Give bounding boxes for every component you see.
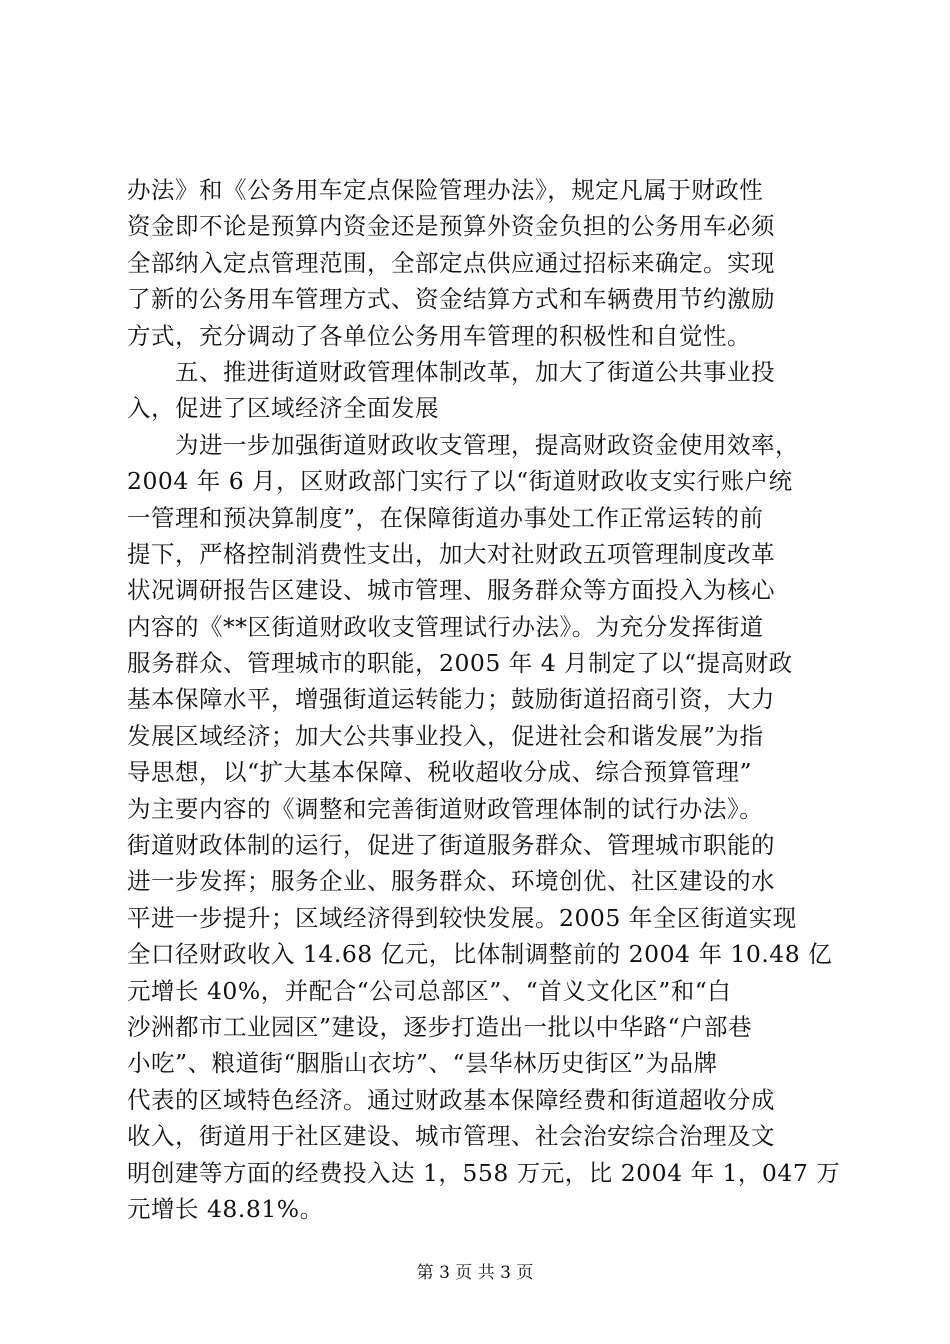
page-number-footer: 第 3 页 共 3 页 [416, 1263, 534, 1283]
text-line: 办法》和《公务用车定点保险管理办法》，规定凡属于财政性 [127, 176, 764, 204]
text-line: 方式，充分调动了各单位公务用车管理的积极性和自觉性。 [127, 321, 751, 350]
text-line: 2004 年 6 月，区财政部门实行了以“街道财政收支实行账户统 [127, 467, 793, 496]
text-line: 导思想，以“扩大基本保障、税收超收分成、综合预算管理” [127, 758, 753, 787]
text-line: 元增长 48.81%。 [127, 1194, 324, 1223]
text-line: 基本保障水平，增强街道运转能力；鼓励街道招商引资，大力 [127, 685, 775, 714]
text-line: 全口径财政收入 14.68 亿元，比体制调整前的 2004 年 10.48 亿 [127, 940, 833, 969]
text-line: 一管理和预决算制度”，在保障街道办事处工作正常运转的前 [127, 503, 764, 532]
text-line: 小吃”、粮道街“胭脂山衣坊”、“昙华林历史街区”为品牌 [127, 1049, 718, 1078]
text-line: 为进一步加强街道财政收支管理，提高财政资金使用效率， [127, 430, 799, 459]
text-line: 元增长 40%，并配合“公司总部区”、“首义文化区”和“白 [127, 976, 732, 1005]
text-line: 沙洲都市工业园区”建设，逐步打造出一批以中华路“户部巷 [127, 1012, 753, 1041]
document-body [127, 172, 841, 1227]
text-line: 平进一步提升；区域经济得到较快发展。2005 年全区街道实现 [127, 903, 797, 932]
text-line: 提下，严格控制消费性支出，加大对社财政五项管理制度改革 [127, 539, 775, 568]
text-line: 明创建等方面的经费投入达 1，558 万元，比 2004 年 1，047 万 [127, 1158, 841, 1187]
text-line: 为主要内容的《调整和完善街道财政管理体制的试行办法》。 [127, 794, 764, 823]
text-line: 内容的《**区街道财政收支管理试行办法》。为充分发挥街道 [127, 612, 764, 641]
text-line: 代表的区域特色经济。通过财政基本保障经费和街道超收分成 [127, 1085, 775, 1114]
text-line: 收入，街道用于社区建设、城市管理、社会治安综合治理及文 [127, 1122, 775, 1151]
text-line: 进一步发挥；服务企业、服务群众、环境创优、社区建设的水 [127, 867, 775, 896]
text-line: 发展区域经济；加大公共事业投入，促进社会和谐发展”为指 [127, 721, 764, 750]
section-heading-line: 入，促进了区域经济全面发展 [127, 394, 439, 423]
text-line: 资金即不论是预算内资金还是预算外资金负担的公务用车必须 [127, 212, 775, 241]
section-heading-line: 五、推进街道财政管理体制改革，加大了街道公共事业投 [127, 357, 775, 386]
text-line: 全部纳入定点管理范围，全部定点供应通过招标来确定。实现 [127, 248, 775, 277]
text-line: 了新的公务用车管理方式、资金结算方式和车辆费用节约激励 [127, 285, 775, 314]
text-line: 状况调研报告区建设、城市管理、服务群众等方面投入为核心 [127, 576, 775, 605]
text-line: 服务群众、管理城市的职能，2005 年 4 月制定了以“提高财政 [127, 649, 793, 678]
text-line: 街道财政体制的运行，促进了街道服务群众、管理城市职能的 [127, 831, 775, 860]
